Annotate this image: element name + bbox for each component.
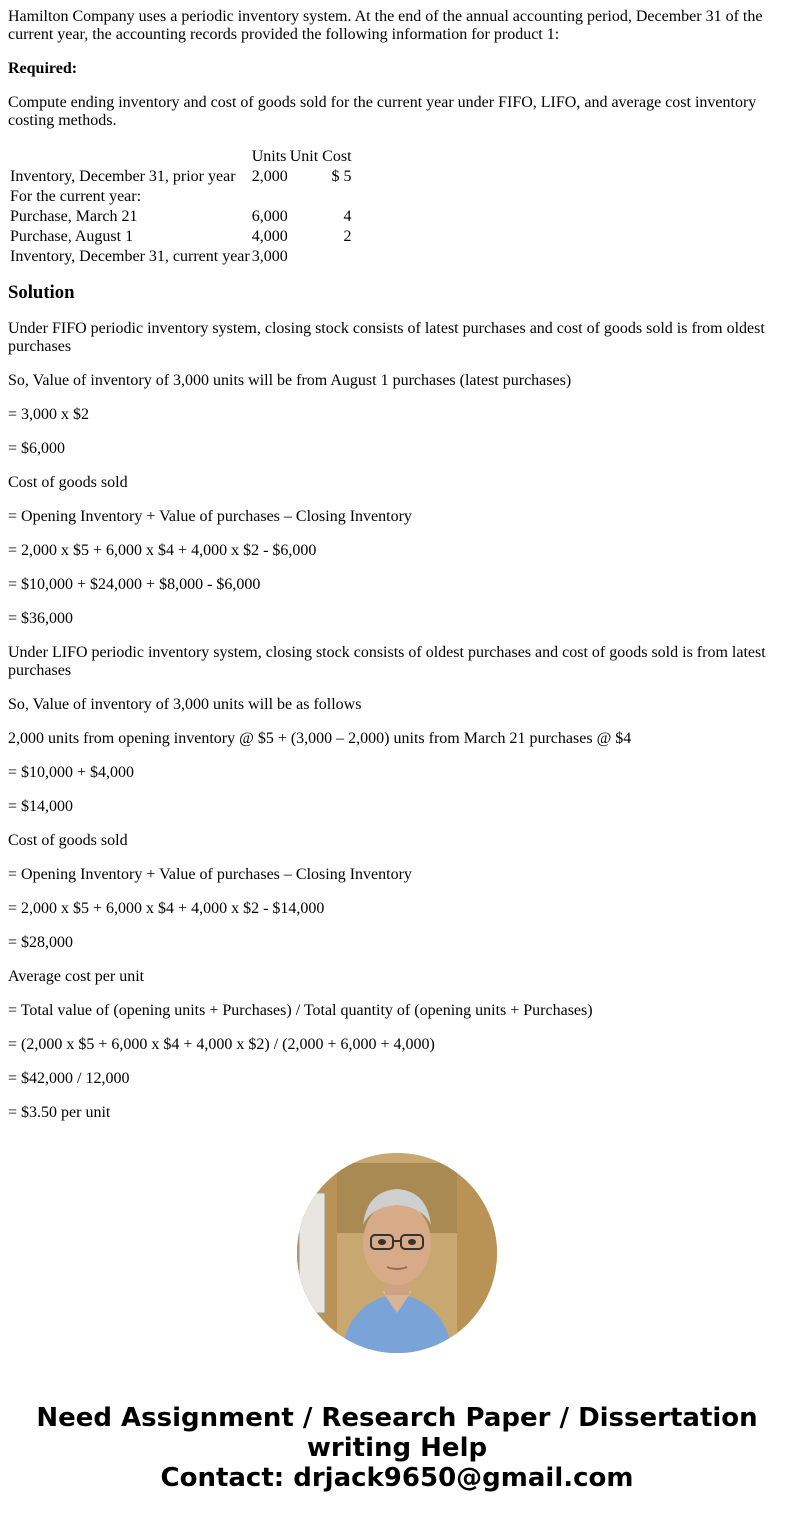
solution-line: = Total value of (opening units + Purchases) / Total quantity of (opening units + Purchases)	[8, 1002, 593, 1019]
row-units: 3,000	[251, 248, 288, 265]
table-row	[10, 188, 352, 206]
author-photo	[297, 1153, 497, 1353]
solution-line: = $28,000	[8, 934, 74, 951]
cta-line-2: writing Help	[306, 1433, 488, 1463]
row-cost: 5	[343, 168, 352, 185]
solution-line: Under FIFO periodic inventory system, closing stock consists of latest purchases and cost of goods sold is from oldest purchases	[8, 320, 765, 355]
cta-line-1: Need Assignment / Research Paper / Dissertation	[36, 1403, 758, 1433]
solution-line: Under LIFO periodic inventory system, closing stock consists of oldest purchases and cost of goods sold is from latest purchases	[8, 644, 766, 679]
table-row	[10, 208, 352, 226]
document-body	[8, 8, 786, 1123]
solution-line: = (2,000 x $5 + 6,000 x $4 + 4,000 x $2) / (2,000 + 6,000 + 4,000)	[8, 1036, 435, 1053]
table-row	[10, 248, 352, 266]
table-row	[10, 168, 352, 186]
solution-line: So, Value of inventory of 3,000 units will be from August 1 purchases (latest purchases)	[8, 372, 572, 389]
row-units: 6,000	[251, 208, 288, 225]
cta-contact-line: Contact: drjack9650@gmail.com	[160, 1463, 634, 1493]
solution-line: 2,000 units from opening inventory @ $5 + (3,000 – 2,000) units from March 21 purchases @ $4	[8, 730, 632, 747]
call-to-action	[0, 1403, 794, 1493]
table-row	[10, 228, 352, 246]
table-header-row	[10, 148, 352, 166]
row-label: For the current year:	[10, 188, 142, 205]
solution-line: = $6,000	[8, 440, 66, 457]
author-avatar	[297, 1153, 497, 1353]
solution-line: = $42,000 / 12,000	[8, 1070, 130, 1087]
solution-line: = $10,000 + $4,000	[8, 764, 135, 781]
row-units	[252, 188, 288, 206]
row-label: Inventory, December 31, current year	[10, 248, 250, 265]
required-label: Required:	[8, 60, 78, 77]
currency-symbol: $	[331, 168, 340, 185]
solution-line: = $3.50 per unit	[8, 1104, 111, 1121]
solution-line: = $14,000	[8, 798, 74, 815]
solution-line: = $10,000 + $24,000 + $8,000 - $6,000	[8, 576, 261, 593]
solution-line: = 2,000 x $5 + 6,000 x $4 + 4,000 x $2 - $6,000	[8, 542, 317, 559]
row-label: Inventory, December 31, prior year	[10, 168, 236, 185]
solution-line: = Opening Inventory + Value of purchases – Closing Inventory	[8, 508, 412, 525]
units-header: Units	[251, 148, 287, 165]
solution-line: = $36,000	[8, 610, 74, 627]
inventory-table	[8, 146, 354, 268]
promo-footer	[0, 1123, 794, 1523]
solution-line: = 3,000 x $2	[8, 406, 90, 423]
unit-cost-header: Unit Cost	[289, 148, 352, 165]
solution-line: Average cost per unit	[8, 968, 145, 985]
solution-line: Cost of goods sold	[8, 832, 128, 849]
solution-line: Cost of goods sold	[8, 474, 128, 491]
solution-line: = 2,000 x $5 + 6,000 x $4 + 4,000 x $2 - $14,000	[8, 900, 325, 917]
solution-line: So, Value of inventory of 3,000 units will be as follows	[8, 696, 362, 713]
row-cost: 4	[343, 208, 352, 225]
question-intro: Hamilton Company uses a periodic inventory system. At the end of the annual accounting period, December 31 of the current year, the accounting records provided the following information for product 1:	[8, 8, 763, 43]
row-units: 4,000	[251, 228, 288, 245]
row-label: Purchase, August 1	[10, 228, 134, 245]
row-cost: 2	[343, 228, 352, 245]
solution-heading: Solution	[8, 282, 75, 303]
row-units: 2,000	[251, 168, 288, 185]
row-label: Purchase, March 21	[10, 208, 138, 225]
question-instruction: Compute ending inventory and cost of goods sold for the current year under FIFO, LIFO, and average cost inventory costing methods.	[8, 94, 757, 129]
solution-line: = Opening Inventory + Value of purchases – Closing Inventory	[8, 866, 412, 883]
